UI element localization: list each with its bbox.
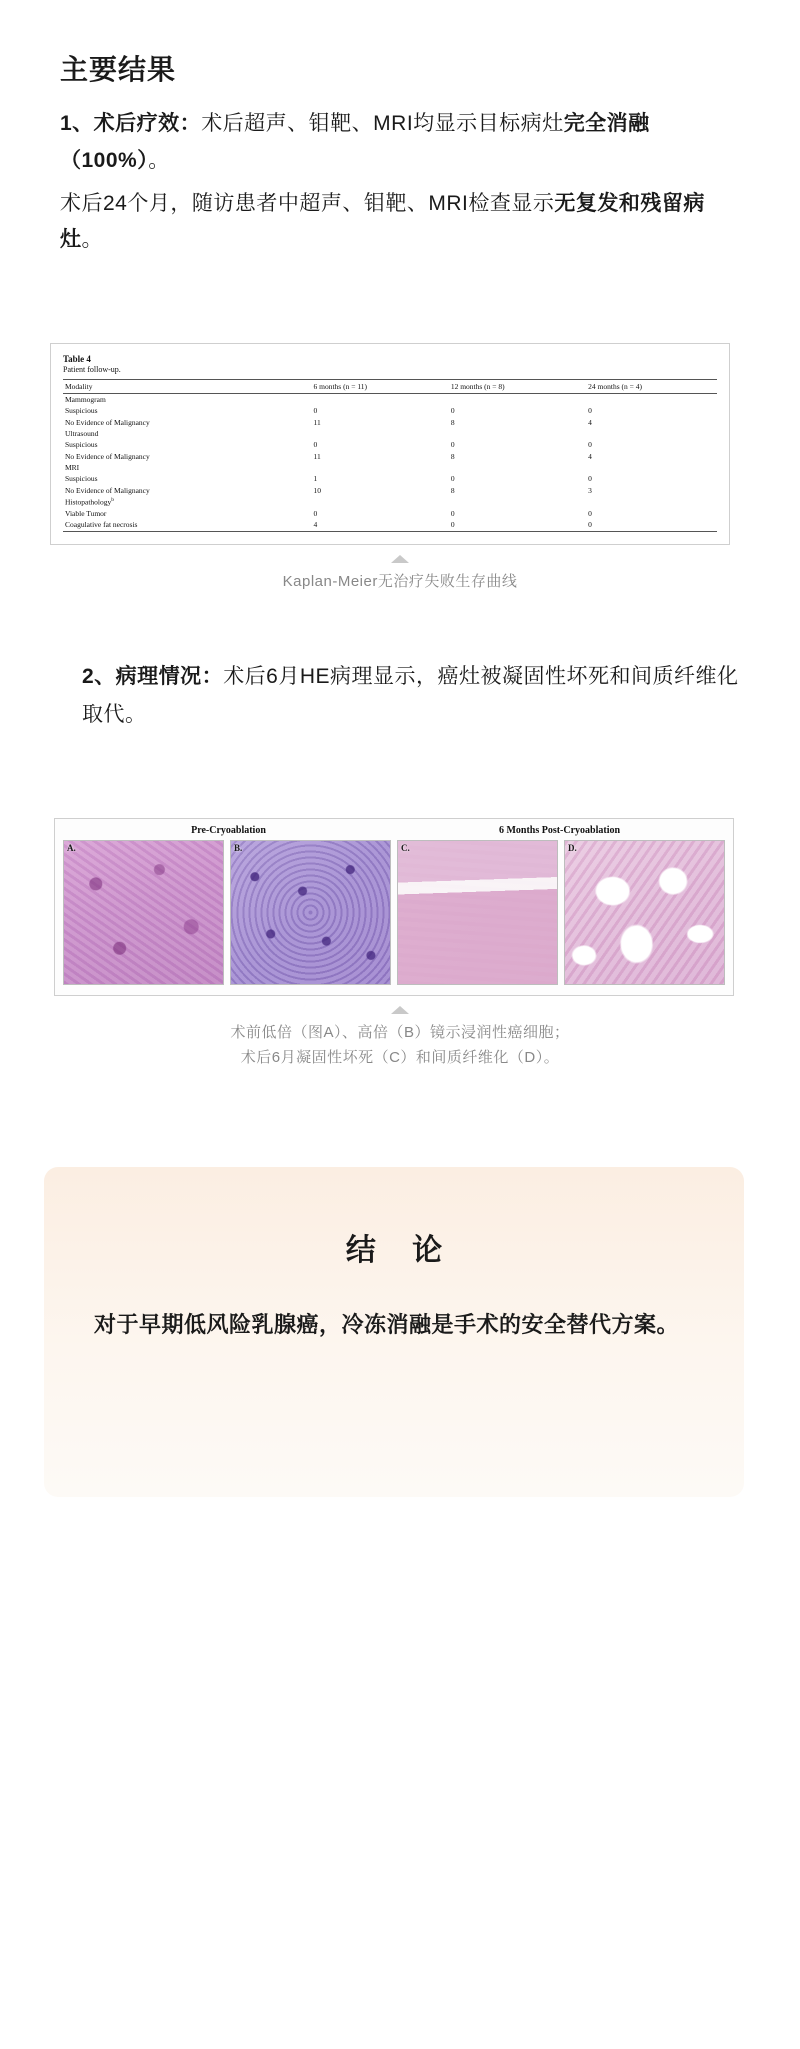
- row-value-12m: [449, 428, 586, 439]
- point-1-followup-paragraph: [60, 186, 740, 260]
- point-2-paragraph: [60, 658, 740, 734]
- row-value-12m: 0: [450, 509, 455, 519]
- followup-table: [63, 379, 717, 532]
- point-1-text-a: 术后超声、钼靶、MRI均显示目标病灶: [201, 112, 564, 135]
- table-label: Table 4: [63, 354, 91, 364]
- row-value-6m: 11: [313, 451, 321, 461]
- row-value-6m: 4: [312, 519, 449, 531]
- row-value-24m: [586, 496, 717, 508]
- point-1-paragraph: [60, 106, 740, 180]
- row-label: [63, 496, 312, 508]
- page-title: 主要结果: [60, 54, 177, 85]
- row-label: MRI: [65, 463, 80, 473]
- footnote-marker: b: [111, 497, 114, 504]
- row-label: Ultrasound: [65, 428, 99, 438]
- row-value-12m: 0: [450, 440, 455, 450]
- row-label: Suspicious: [65, 406, 98, 416]
- histology-panels: [63, 840, 725, 985]
- figure-2-caption: [60, 1020, 740, 1071]
- point-1-lead: 1、术后疗效：: [60, 112, 202, 135]
- row-value-6m: 0: [313, 406, 318, 416]
- point-1-text-b: 术后24个月，随访患者中超声、钼靶、MRI检查显示: [60, 191, 555, 215]
- figure-histology: [60, 818, 740, 1071]
- conclusion-title: 结 论: [345, 1233, 457, 1267]
- row-value-24m: 0: [588, 440, 592, 450]
- row-label-text: Histopathology: [65, 497, 112, 507]
- table-row: [63, 496, 717, 508]
- table-row: [63, 405, 717, 416]
- table-col-6months: 6 months (n = 11): [312, 379, 449, 393]
- row-value-6m: 11: [313, 417, 321, 427]
- row-value-24m: 0: [586, 519, 717, 531]
- point-1-text-b-highlight: 无复发和残留病灶: [60, 191, 705, 252]
- row-value-12m: 0: [450, 406, 455, 416]
- row-value-6m: [312, 393, 449, 405]
- figure-2-caption-line-1: 术前低倍（图A）、高倍（B）镜示浸润性癌细胞；: [230, 1023, 570, 1041]
- conclusion-text: 对于早期低风险乳腺癌，冷冻消融是手术的安全替代方案。: [94, 1311, 680, 1337]
- histology-panel-b: [230, 840, 391, 985]
- point-1-text-a-tail: 。: [148, 148, 170, 172]
- row-label: No Evidence of Malignancy: [65, 451, 150, 461]
- caret-up-icon: [391, 555, 409, 563]
- table-row: [63, 485, 717, 496]
- row-value-24m: [586, 428, 717, 439]
- row-value-12m: [449, 462, 586, 473]
- table-row: [63, 416, 717, 427]
- panel-label-a: A.: [67, 842, 76, 853]
- row-value-12m: 8: [450, 451, 455, 461]
- row-value-24m: [586, 462, 717, 473]
- table-row: [63, 393, 717, 405]
- histology-card: [54, 818, 734, 996]
- table-col-24months: 24 months (n = 4): [586, 379, 717, 393]
- table-head: [63, 379, 717, 393]
- row-value-6m: [312, 496, 449, 508]
- row-value-24m: 4: [588, 451, 592, 461]
- figure-2-caption-line-2: 术后6月凝固性坏死（C）和间质纤维化（D）。: [240, 1049, 560, 1067]
- row-label: No Evidence of Malignancy: [65, 485, 150, 495]
- spacer: [60, 594, 740, 658]
- conclusion-box: [44, 1167, 744, 1497]
- panel-label-c: C.: [401, 842, 410, 853]
- point-2-text: 术后6月HE病理显示，癌灶被凝固性坏死和间质纤维化取代。: [82, 665, 739, 726]
- article-page: [0, 48, 800, 2049]
- table-col-modality: Modality: [63, 379, 312, 393]
- row-label: No Evidence of Malignancy: [65, 417, 150, 427]
- table-row: [63, 428, 717, 439]
- row-value-24m: 4: [588, 417, 592, 427]
- table-caption: Patient follow-up.: [63, 365, 121, 375]
- histology-panel-d: [564, 840, 725, 985]
- row-value-24m: [586, 393, 717, 405]
- table-row: [63, 519, 717, 531]
- row-label: Viable Tumor: [65, 509, 107, 519]
- table-row: [63, 451, 717, 462]
- row-value-12m: [449, 496, 586, 508]
- table-header-row: [63, 379, 717, 393]
- table-col-12months: 12 months (n = 8): [449, 379, 586, 393]
- point-1-text-b-tail: 。: [81, 228, 103, 252]
- histology-panel-c: [397, 840, 558, 985]
- spacer: [60, 746, 740, 780]
- row-value-24m: 0: [588, 509, 592, 519]
- row-value-12m: 0: [450, 474, 455, 484]
- point-1-text-a-highlight: 完全消融（100%）: [60, 112, 650, 172]
- article-content: [0, 48, 800, 1497]
- row-label: Mammogram: [65, 394, 106, 404]
- row-label: Suspicious: [65, 440, 98, 450]
- table-row: [63, 473, 717, 484]
- result-point-2: [60, 658, 740, 734]
- panel-label-d: D.: [568, 842, 577, 853]
- row-value-12m: [449, 393, 586, 405]
- row-label: Coagulative fat necrosis: [63, 519, 312, 531]
- table-card: [50, 343, 730, 545]
- spacer: [60, 271, 740, 305]
- histology-panel-a: [63, 840, 224, 985]
- figure-followup-table: [60, 343, 740, 594]
- result-point-1: [60, 106, 740, 259]
- table-row: [63, 508, 717, 519]
- histology-headers: [63, 825, 725, 836]
- row-value-12m: 8: [450, 485, 455, 495]
- row-value-12m: 0: [449, 519, 586, 531]
- histology-header-post: 6 Months Post-Cryoablation: [498, 824, 621, 836]
- row-value-24m: 3: [588, 485, 592, 495]
- figure-1-caption: Kaplan-Meier无治疗失败生存曲线: [282, 572, 518, 590]
- table-row: [63, 462, 717, 473]
- point-2-lead: 2、病理情况：: [82, 665, 224, 689]
- row-value-24m: 0: [588, 474, 592, 484]
- table-body: [63, 393, 717, 531]
- row-value-24m: 0: [588, 406, 592, 416]
- row-value-6m: 10: [313, 485, 322, 495]
- row-value-12m: 8: [450, 417, 455, 427]
- caret-up-icon: [391, 1006, 409, 1014]
- row-value-6m: 1: [313, 474, 318, 484]
- row-label: Suspicious: [65, 474, 98, 484]
- row-value-6m: 0: [313, 509, 318, 519]
- table-row: [63, 439, 717, 450]
- row-value-6m: [312, 428, 449, 439]
- row-value-6m: [312, 462, 449, 473]
- histology-header-pre: Pre-Cryoablation: [191, 824, 266, 836]
- row-value-6m: 0: [313, 440, 318, 450]
- panel-label-b: B.: [234, 842, 243, 853]
